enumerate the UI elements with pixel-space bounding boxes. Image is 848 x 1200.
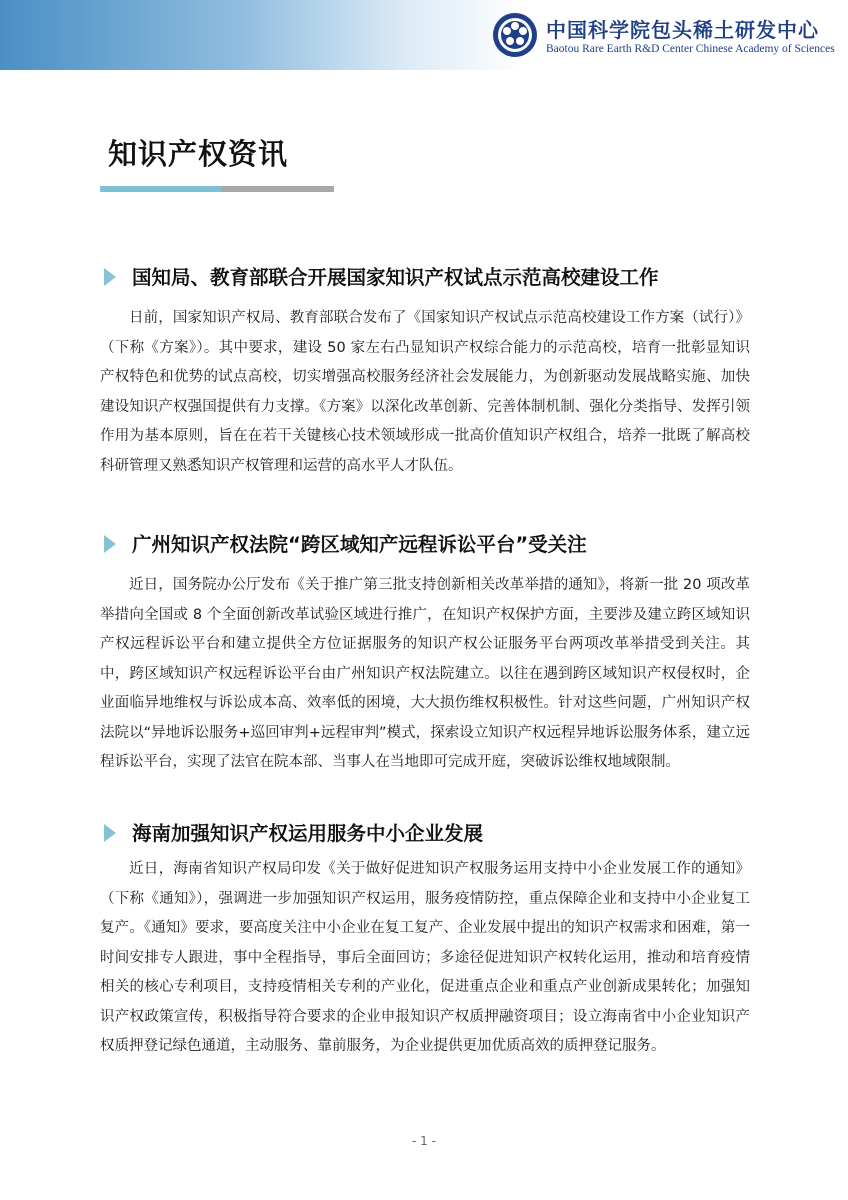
section-body: 日前，国家知识产权局、教育部联合发布了《国家知识产权试点示范高校建设工作方案（试行）》（下称《方案》）。其中要求，建设 50 家左右凸显知识产权综合能力的示范高校，培育一批彰显知识产权特色和优势的试点高校，切实增强高校服务经济社会发展能力，为创新驱动发展战略实施、加快建设知识产权强国提供有力支撑。《方案》以深化改革创新、完善体制机制、强化分类指导、发挥引领作用为基本原则，旨在在若干关键核心技术领域形成一批高价值知识产权组合，培养一批既了解高校科研管理又熟悉知识产权管理和运营的高水平人才队伍。 <box>100 310 750 474</box>
triangle-bullet-icon <box>104 535 116 553</box>
section-body: 近日，海南省知识产权局印发《关于做好促进知识产权服务运用支持中小企业发展工作的通知》（下称《通知》），强调进一步加强知识产权运用，服务疫情防控，重点保障企业和支持中小企业复工复产。《通知》要求，要高度关注中小企业在复工复产、企业发展中提出的知识产权需求和困难，第一时间安排专人跟进，事中全程指导，事后全面回访；多途径促进知识产权转化运用，推动和培育疫情相关的核心专利项目，支持疫情相关专利的产业化，促进重点企业和重点产业创新成果转化；加强知识产权政策宣传，积极指导符合要求的企业申报知识产权质押融资项目；设立海南省中小企业知识产权质押登记绿色通道，主动服务、靠前服务，为企业提供更加优质高效的质押登记服务。 <box>100 861 750 1054</box>
title-underline-accent <box>100 186 221 192</box>
org-name-en: Baotou Rare Earth R&D Center Chinese Academy of Sciences <box>546 43 835 55</box>
section-body: 近日，国务院办公厅发布《关于推广第三批支持创新相关改革举措的通知》，将新一批 20 项改革举措向全国或 8 个全面创新改革试验区域进行推广，在知识产权保护方面，主要涉及建立跨区域知识产权远程诉讼平台和建立提供全方位证据服务的知识产权公证服务平台两项改革举措受到关注。其中，跨区域知识产权远程诉讼平台由广州知识产权法院建立。以往在遇到跨区域知识产权侵权时，企业面临异地维权与诉讼成本高、效率低的困境，大大损伤维权积极性。针对这些问题，广州知识产权法院以“异地诉讼服务+巡回审判+远程审判”模式，探索设立知识产权远程异地诉讼服务体系，建立远程诉讼平台，实现了法官在院本部、当事人在当地即可完成开庭，突破诉讼维权地域限制。 <box>100 577 750 770</box>
page-title: 知识产权资讯 <box>108 137 289 171</box>
title-underline-gray <box>221 186 334 192</box>
triangle-bullet-icon <box>104 824 116 842</box>
section-title: 广州知识产权法院“跨区域知产远程诉讼平台”受关注 <box>132 533 587 556</box>
org-name-cn: 中国科学院包头稀土研发中心 <box>546 18 819 42</box>
triangle-bullet-icon <box>104 268 116 286</box>
cas-emblem-icon <box>492 12 538 58</box>
page-number: - 1 - <box>412 1134 436 1148</box>
section-title: 国知局、教育部联合开展国家知识产权试点示范高校建设工作 <box>132 266 659 289</box>
section-title: 海南加强知识产权运用服务中小企业发展 <box>132 822 484 845</box>
org-logo <box>492 12 844 62</box>
